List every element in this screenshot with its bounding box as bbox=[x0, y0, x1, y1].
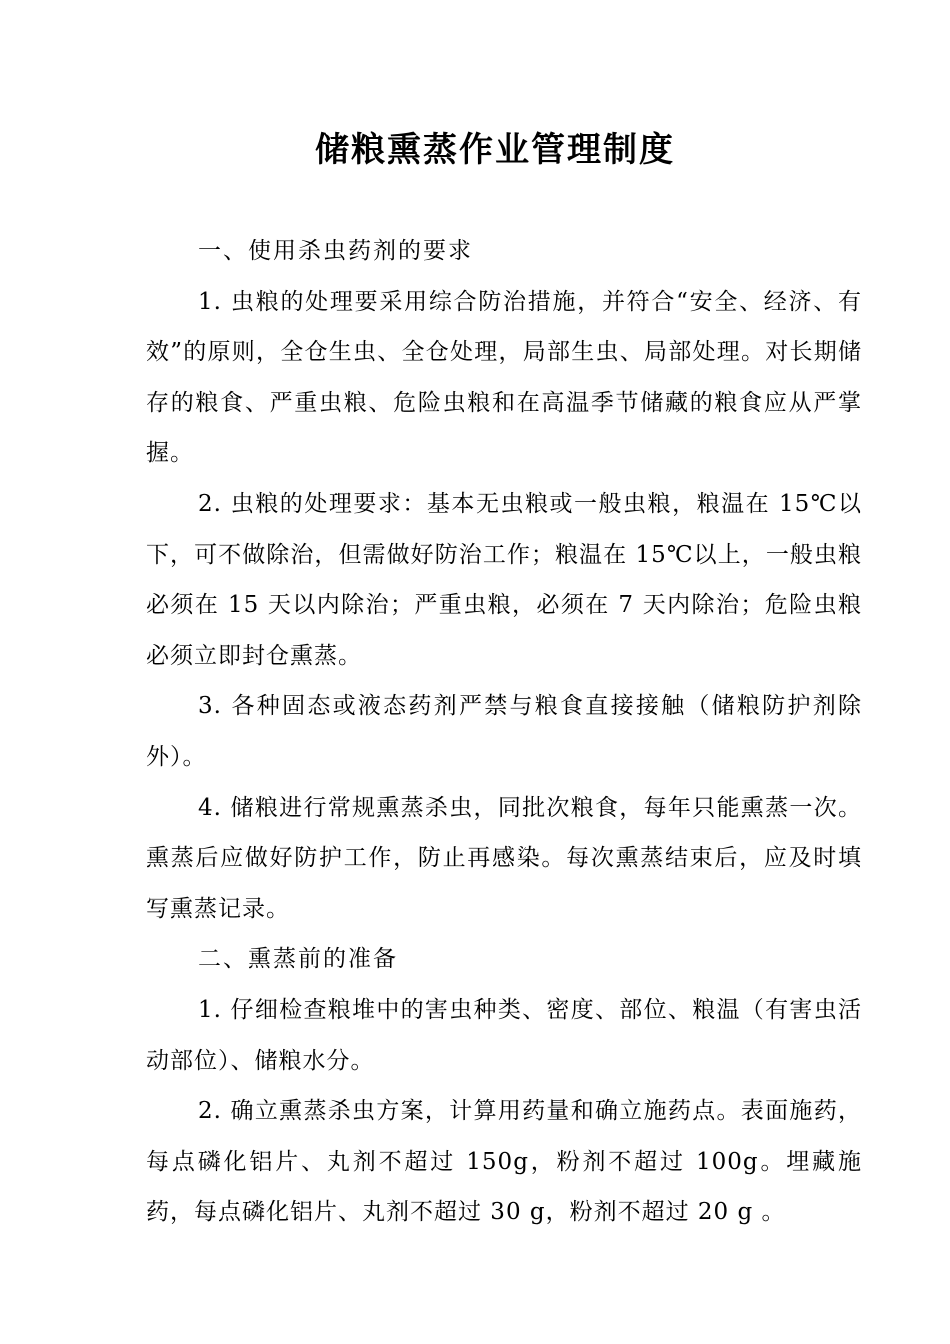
paragraph: 1. 虫粮的处理要采用综合防治措施，并符合“安全、经济、有效”的原则，全仓生虫、全仓处理，局部生虫、局部处理。对长期储存的粮食、严重虫粮、危险虫粮和在高温季节储藏的粮食应从严掌握。 bbox=[146, 288, 862, 467]
paragraph: 2. 虫粮的处理要求：基本无虫粮或一般虫粮，粮温在 15℃以下，可不做除治，但需做好防治工作；粮温在 15℃以上，一般虫粮必须在 15 天以内除治；严重虫粮，必须在 7 天内除治；危险虫粮必须立即封仓熏蒸。 bbox=[146, 490, 862, 669]
paragraph: 1. 仔细检查粮堆中的害虫种类、密度、部位、粮温（有害虫活动部位）、储粮水分。 bbox=[146, 996, 862, 1074]
document-title: 储粮熏蒸作业管理制度 bbox=[315, 130, 675, 170]
section-heading: 一、使用杀虫药剂的要求 bbox=[198, 238, 473, 264]
document-body bbox=[146, 226, 862, 1238]
section-heading: 二、熏蒸前的准备 bbox=[198, 946, 398, 973]
section-insecticide-requirements bbox=[146, 226, 862, 934]
section-fumigation-preparation bbox=[146, 934, 862, 1238]
paragraph: 3. 各种固态或液态药剂严禁与粮食直接接触（储粮防护剂除外）。 bbox=[146, 693, 862, 770]
paragraph: 2. 确立熏蒸杀虫方案，计算用药量和确立施药点。表面施药，每点磷化铝片、丸剂不超过 150g，粉剂不超过 100g。埋藏施药，每点磷化铝片、丸剂不超过 30 g，粉剂不超过 20 g 。 bbox=[146, 1098, 862, 1226]
paragraph: 4. 储粮进行常规熏蒸杀虫，同批次粮食，每年只能熏蒸一次。熏蒸后应做好防护工作，防止再感染。每次熏蒸结束后，应及时填写熏蒸记录。 bbox=[146, 794, 862, 922]
